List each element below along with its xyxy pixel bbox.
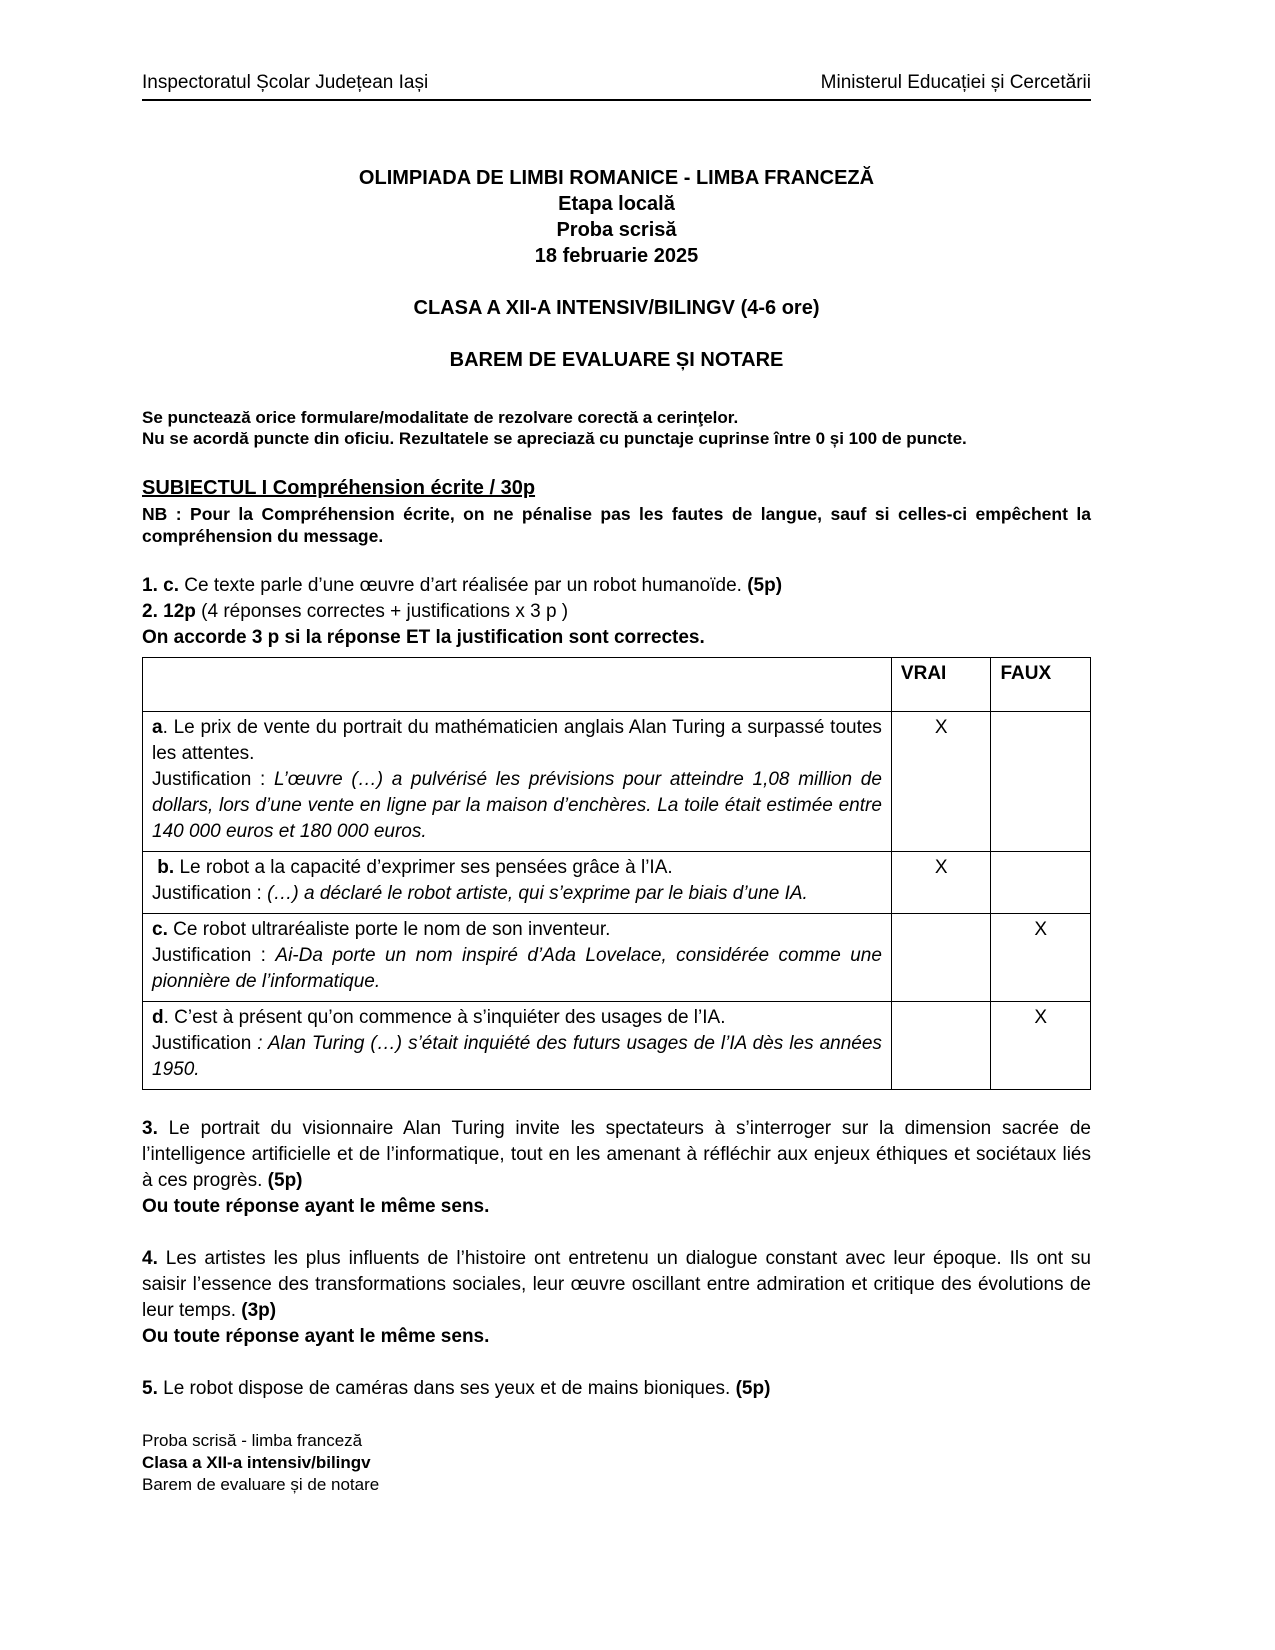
row-a-letter: a <box>152 717 163 738</box>
question-1 <box>142 573 1091 599</box>
row-b-justif-text: (…) a déclaré le robot artiste, qui s’exprime par le biais d’une IA. <box>267 883 808 904</box>
row-b-justif-label: Justification : <box>152 883 268 904</box>
subject1-heading: SUBIECTUL I Compréhension écrite / 30p <box>142 477 536 499</box>
olympiad-title: OLIMPIADA DE LIMBI ROMANICE - LIMBA FRANCEZĂ <box>358 167 875 189</box>
statement-cell-b <box>143 852 892 914</box>
table-row-c <box>143 914 1091 1002</box>
question-2 <box>142 599 1091 625</box>
table-row-a <box>143 712 1091 852</box>
q3-text: Le portrait du visionnaire Alan Turing invite les spectateurs à s’interroger sur la dimension sacrée de l’intelligence artificielle et de l’informatique, tout en les amenant à réfléchir aux enjeux éthiques et sociétaux liés à ces progrès. <box>142 1118 1091 1191</box>
q3-label: 3. <box>142 1118 158 1139</box>
question-2-rule: On accorde 3 p si la réponse ET la justification sont correctes. <box>142 627 705 648</box>
barem-title: BAREM DE EVALUARE ȘI NOTARE <box>449 349 784 371</box>
row-d-statement: . C’est à présent qu’on commence à s’inquiéter des usages de l’IA. <box>163 1007 726 1028</box>
q1-text: Ce texte parle d’une œuvre d’art réalisée par un robot humanoïde. <box>178 575 748 596</box>
page-footer <box>142 1430 379 1496</box>
row-c-faux-mark: X <box>991 914 1091 1002</box>
scoring-rule-2: Nu se acordă puncte din oficiu. Rezultatele se apreciază cu punctaje cuprinse între 0 și 100 de puncte. <box>142 429 967 448</box>
q4-text: Les artistes les plus influents de l’histoire ont entretenu un dialogue constant avec leur époque. Ils ont su saisir l’essence des transformations sociales, leur œuvre oscillant entre admiration et critique des évolutions de leur temps. <box>142 1248 1091 1321</box>
table-header-row <box>143 658 1091 712</box>
row-a-justif-text: L’œuvre (…) a pulvérisé les prévisions pour atteindre 1,08 million de dollars, lors d’une vente en ligne par la maison d’enchères. La toile était estimée entre 140 000 euros et 180 000 euros. <box>152 769 882 842</box>
row-d-justif-text: : Alan Turing (…) s’était inquiété des futurs usages de l’IA dès les années 1950. <box>152 1033 882 1080</box>
table-row-b <box>143 852 1091 914</box>
q4-note: Ou toute réponse ayant le même sens. <box>142 1326 490 1347</box>
table-header-empty-cell <box>143 658 892 712</box>
q5-text: Le robot dispose de caméras dans ses yeux et de mains bioniques. <box>157 1378 736 1399</box>
q5-label: 5. <box>142 1378 158 1399</box>
row-c-statement: Ce robot ultraréaliste porte le nom de son inventeur. <box>167 919 611 940</box>
row-d-justif-label: Justification <box>152 1033 258 1054</box>
q2-text: (4 réponses correctes + justifications x 3 p ) <box>195 601 569 622</box>
q5-points: (5p) <box>735 1378 771 1399</box>
stage-line: Etapa locală <box>558 193 675 215</box>
footer-exam-type: Proba scrisă - limba franceză <box>142 1431 363 1450</box>
row-a-justif-label: Justification : <box>152 769 274 790</box>
date-line: 18 februarie 2025 <box>534 245 699 267</box>
vrai-faux-table <box>142 657 1091 1090</box>
q2-label: 2. 12p <box>142 601 196 622</box>
row-c-justif-text: Ai-Da porte un nom inspiré d’Ada Lovelace, considérée comme une pionnière de l’informatique. <box>152 945 882 992</box>
exam-type-line: Proba scrisă <box>556 219 677 241</box>
table-header-faux: FAUX <box>991 658 1091 712</box>
row-d-faux-mark: X <box>991 1002 1091 1090</box>
table-header-vrai: VRAI <box>891 658 991 712</box>
row-d-letter: d <box>152 1007 164 1028</box>
nb-note: NB : Pour la Compréhension écrite, on ne pénalise pas les fautes de langue, sauf si celles-ci empêchent la compréhension du message. <box>142 504 1091 546</box>
scoring-rule-1: Se punctează orice formulare/modalitate de rezolvare corectă a cerinţelor. <box>142 408 739 427</box>
row-d-vrai-mark <box>891 1002 991 1090</box>
row-c-letter: c. <box>152 919 168 940</box>
class-line: CLASA A XII-A INTENSIV/BILINGV (4-6 ore) <box>413 297 820 319</box>
row-a-statement: . Le prix de vente du portrait du mathématicien anglais Alan Turing a surpassé toutes les attentes. <box>152 717 882 764</box>
title-block <box>142 165 1091 373</box>
row-c-vrai-mark <box>891 914 991 1002</box>
q3-points: (5p) <box>267 1170 303 1191</box>
statement-cell-a <box>143 712 892 852</box>
q4-points: (3p) <box>241 1300 277 1321</box>
statement-cell-d <box>143 1002 892 1090</box>
header-left-institution: Inspectoratul Școlar Județean Iași <box>142 72 429 93</box>
q1-points: (5p) <box>747 575 783 596</box>
q3-note: Ou toute réponse ayant le même sens. <box>142 1196 490 1217</box>
q1-label: 1. c. <box>142 575 179 596</box>
footer-class: Clasa a XII-a intensiv/bilingv <box>142 1453 371 1472</box>
q4-label: 4. <box>142 1248 158 1269</box>
scoring-rules <box>142 407 1091 449</box>
row-b-faux-mark <box>991 852 1091 914</box>
row-b-vrai-mark: X <box>891 852 991 914</box>
row-a-vrai-mark: X <box>891 712 991 852</box>
question-3 <box>142 1116 1091 1194</box>
table-row-d <box>143 1002 1091 1090</box>
row-b-statement: Le robot a la capacité d’exprimer ses pensées grâce à l’IA. <box>174 857 673 878</box>
header-right-institution: Ministerul Educației și Cercetării <box>820 72 1091 93</box>
row-b-letter: b. <box>152 857 175 878</box>
page-header <box>142 70 1091 101</box>
question-4 <box>142 1246 1091 1324</box>
row-a-faux-mark <box>991 712 1091 852</box>
statement-cell-c <box>143 914 892 1002</box>
row-c-justif-label: Justification : <box>152 945 276 966</box>
footer-barem: Barem de evaluare și de notare <box>142 1475 380 1494</box>
question-5 <box>142 1376 1091 1402</box>
